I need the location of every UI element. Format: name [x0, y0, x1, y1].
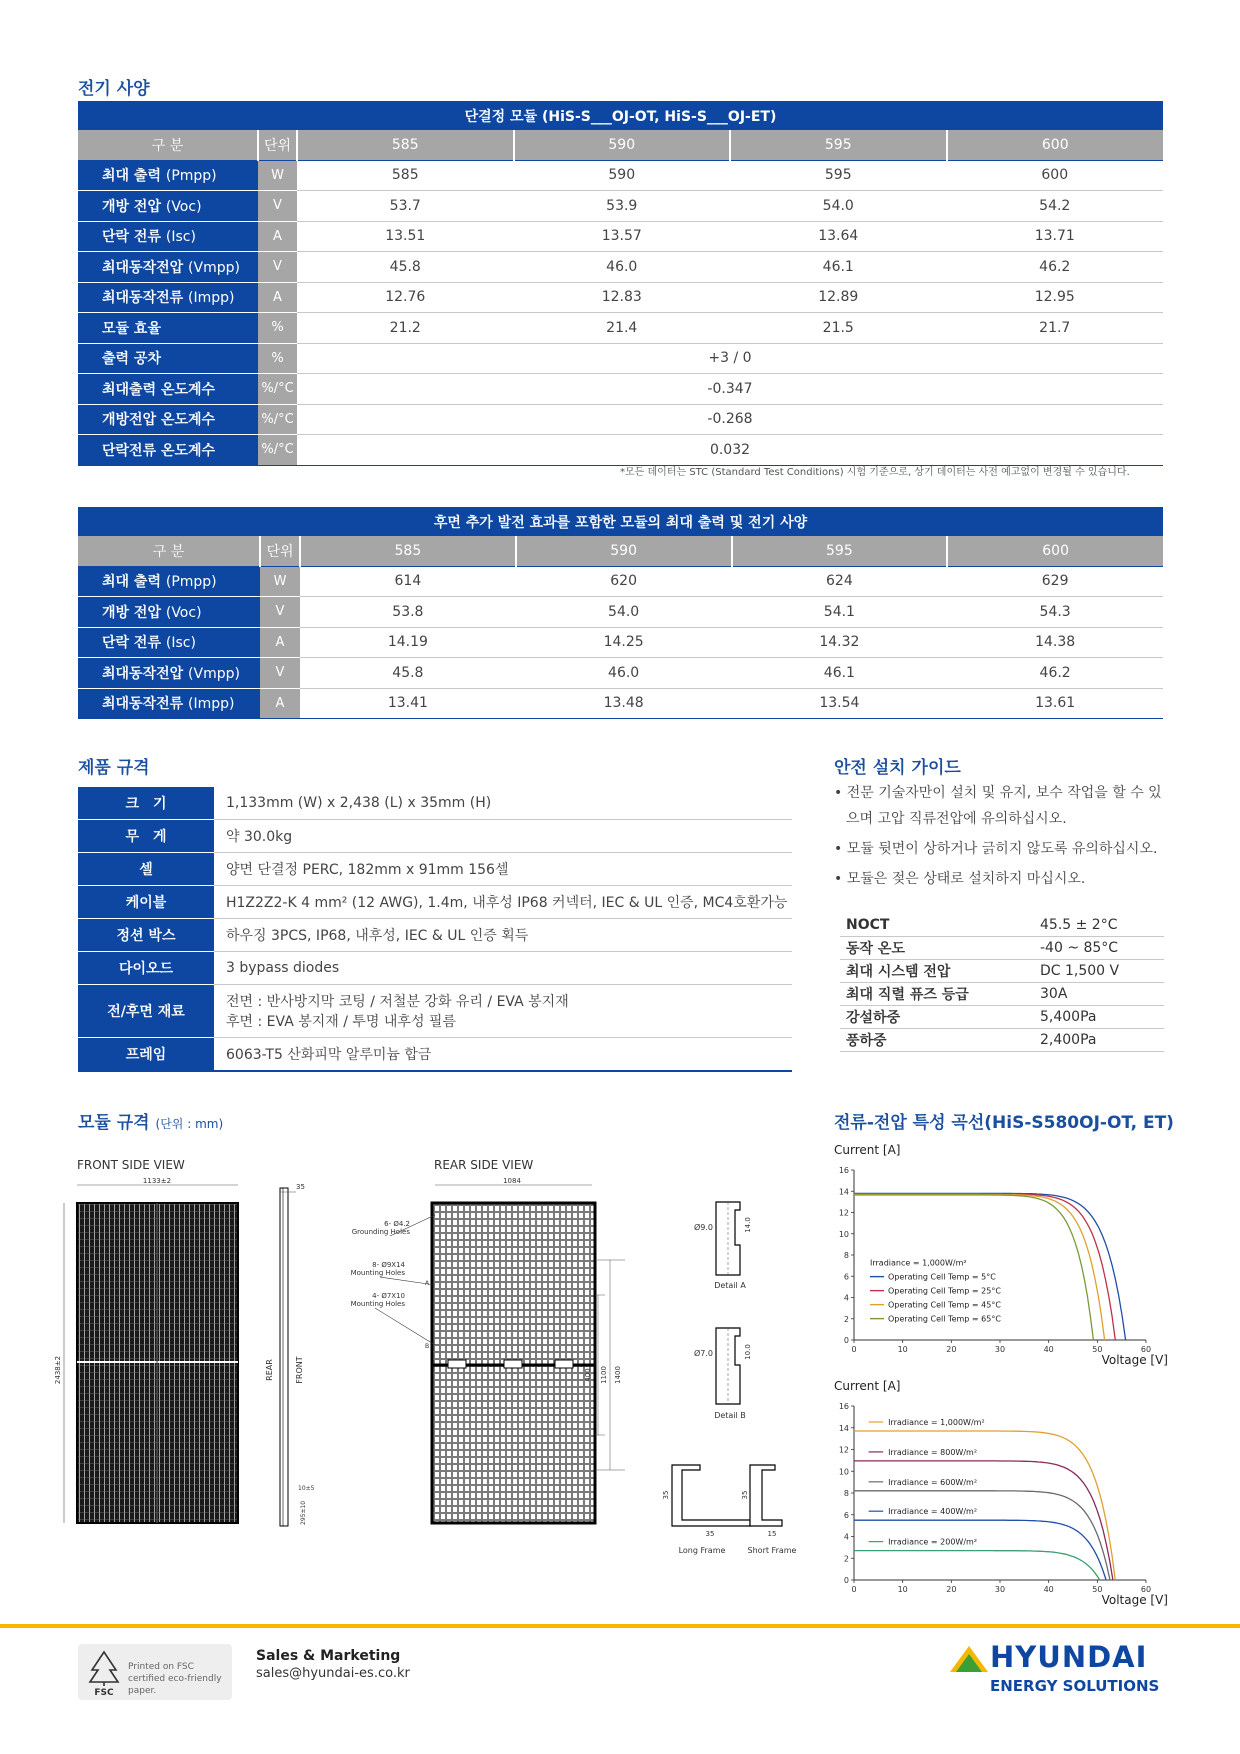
row-label	[78, 221, 258, 252]
row-label: 출력 공차	[78, 343, 258, 374]
row-unit: W	[258, 160, 297, 191]
frame-long-width: 35	[705, 1530, 715, 1538]
row-label-ko: 최대동작전류	[102, 696, 184, 713]
table-row	[78, 886, 792, 919]
iv-chart-irradiance	[830, 1376, 1170, 1614]
long-frame-label: Long Frame	[678, 1546, 726, 1555]
table-cell: 54.2	[947, 191, 1164, 222]
table-cell: 13.41	[300, 688, 516, 719]
table-row	[78, 374, 1163, 405]
row-label: 셀	[78, 853, 214, 886]
row-unit: V	[258, 191, 297, 222]
series-label: Irradiance = 1,000W/m²	[888, 1418, 985, 1428]
spec-value: 2,400Pa	[1040, 1029, 1164, 1052]
row-label-en: (Isc)	[165, 635, 196, 652]
table-cell: +3 / 0	[297, 343, 1163, 374]
table-cell: 12.95	[947, 282, 1164, 313]
row-label-ko: 개방 전압	[102, 604, 161, 621]
frame-short-height: 35	[741, 1490, 749, 1500]
rear-view-label: REAR SIDE VIEW	[434, 1158, 534, 1172]
row-label-ko: 최대 출력	[102, 168, 161, 185]
table-cell: 14.38	[947, 627, 1163, 658]
table-cell: 624	[732, 566, 948, 597]
header-label: 구 분	[78, 536, 260, 566]
legend-label: Operating Cell Temp = 5°C	[888, 1272, 996, 1282]
fsc-tree-icon	[84, 1648, 124, 1696]
row-label	[78, 627, 260, 658]
row-label	[78, 313, 258, 344]
table-row	[78, 160, 1163, 191]
table-cell: 45.8	[297, 252, 514, 283]
spec-key: 강설하중	[840, 1006, 1040, 1029]
row-value	[214, 985, 792, 1038]
table-row	[78, 221, 1163, 252]
table-cell: 46.0	[514, 252, 731, 283]
dim-thickness: 35	[296, 1183, 305, 1191]
spec-key: 동작 온도	[840, 937, 1040, 960]
row-label-ko: 모듈 효율	[102, 320, 161, 337]
series-line	[854, 1551, 1100, 1580]
detail-a	[694, 1202, 752, 1290]
header-col: 595	[730, 130, 947, 160]
safety-guide-list	[834, 780, 1164, 896]
row-label-en: (Vmpp)	[188, 665, 240, 682]
table-row	[78, 853, 792, 886]
x-tick-label: 60	[1140, 1345, 1152, 1354]
table-cell: 54.1	[732, 597, 948, 628]
table-row	[78, 820, 792, 853]
row-unit: A	[258, 282, 297, 313]
row-label-ko: 최대 출력	[102, 574, 161, 591]
row-label-ko: 최대동작전류	[102, 290, 184, 307]
row-label: 케이블	[78, 886, 214, 919]
x-tick-label: 0	[851, 1585, 857, 1594]
spec-key: 최대 시스템 전압	[840, 960, 1040, 983]
table-cell: 585	[297, 160, 514, 191]
table-cell: 21.7	[947, 313, 1164, 344]
row-unit: %/°C	[258, 404, 297, 435]
row-label: 단락전류 온도계수	[78, 435, 258, 466]
footer-accent-line	[0, 1624, 1240, 1628]
y-tick-label: 6	[843, 1510, 849, 1520]
row-label-ko: 최대동작전압	[102, 665, 184, 682]
callout-mounting-1-desc: Mounting Holes	[350, 1269, 405, 1277]
table-cell: 13.48	[516, 688, 732, 719]
callout-mounting-2-desc: Mounting Holes	[350, 1300, 405, 1308]
table-row	[78, 688, 1163, 719]
table-cell: 21.5	[730, 313, 947, 344]
table-cell: 46.1	[730, 252, 947, 283]
y-tick-label: 10	[838, 1467, 849, 1477]
detail-a-label: Detail A	[714, 1281, 746, 1290]
row-value	[214, 919, 792, 952]
product-spec-table	[78, 787, 792, 1072]
row-value	[214, 1038, 792, 1072]
y-tick-label: 4	[843, 1532, 849, 1542]
table-cell: 14.32	[732, 627, 948, 658]
row-label: 크 기	[78, 787, 214, 820]
legend-label: Operating Cell Temp = 65°C	[888, 1314, 1001, 1324]
detail-b	[694, 1328, 752, 1420]
table-cell: 620	[516, 566, 732, 597]
row-label: 개방전압 온도계수	[78, 404, 258, 435]
row-unit: %/°C	[258, 374, 297, 405]
row-unit: A	[260, 688, 300, 719]
x-tick-label: 50	[1092, 1585, 1103, 1594]
table-cell: 54.0	[730, 191, 947, 222]
row-value-text: 하우징 3PCS, IP68, 내후성, IEC & UL 인증 획득	[226, 928, 529, 944]
x-tick-label: 40	[1043, 1345, 1054, 1354]
table-row	[840, 1006, 1164, 1029]
row-label-en: (Isc)	[165, 229, 196, 246]
x-tick-label: 20	[946, 1585, 957, 1594]
y-tick-label: 10	[838, 1229, 849, 1239]
sales-title: Sales & Marketing	[256, 1648, 401, 1664]
dim-length: 2438±2	[54, 1355, 62, 1385]
table-row	[840, 960, 1164, 983]
x-tick-label: 30	[994, 1345, 1006, 1354]
module-drawing	[50, 1170, 810, 1570]
table-cell: 614	[300, 566, 516, 597]
y-tick-label: 2	[843, 1314, 849, 1324]
callout-grounding-desc: Grounding Holes	[351, 1228, 410, 1236]
header-col: 600	[947, 130, 1164, 160]
series-label: Irradiance = 200W/m²	[888, 1537, 978, 1547]
fsc-text: Printed on FSC certified eco-friendly paper.	[128, 1662, 222, 1696]
row-label	[78, 688, 260, 719]
section-title-drawing	[78, 1108, 223, 1133]
series-label: Irradiance = 600W/m²	[888, 1477, 978, 1487]
row-label-ko: 단락 전류	[102, 229, 161, 246]
row-value	[214, 820, 792, 853]
row-value-text: 1,133mm (W) x 2,438 (L) x 35mm (H)	[226, 795, 492, 811]
table-cell: 45.8	[300, 658, 516, 689]
table-row	[78, 597, 1163, 628]
table-row	[78, 627, 1163, 658]
row-value	[214, 952, 792, 985]
table-row	[78, 919, 792, 952]
detail-a-dia: Ø9.0	[694, 1223, 714, 1232]
row-label	[78, 597, 260, 628]
list-item: • 전문 기술자만이 설치 및 유지, 보수 작업을 할 수 있으며 고압 직류전압에 유의하십시오.	[834, 785, 1162, 827]
legend-label: Operating Cell Temp = 25°C	[888, 1286, 1001, 1296]
drawing-title: 모듈 규격	[78, 1113, 150, 1133]
detail-b-dia: Ø7.0	[694, 1349, 714, 1358]
table-cell: 53.7	[297, 191, 514, 222]
header-col: 590	[516, 536, 732, 566]
table-cell: -0.268	[297, 404, 1163, 435]
safety-spec-table	[840, 914, 1164, 1052]
spec-value: 5,400Pa	[1040, 1006, 1164, 1029]
table-row	[78, 787, 792, 820]
row-unit: V	[260, 597, 300, 628]
y-tick-label: 8	[843, 1489, 849, 1498]
header-col: 595	[732, 536, 948, 566]
row-unit: A	[260, 627, 300, 658]
sales-email[interactable]: sales@hyundai-es.co.kr	[256, 1666, 410, 1681]
table-cell: 629	[947, 566, 1163, 597]
row-label	[78, 566, 260, 597]
y-tick-label: 2	[843, 1554, 849, 1564]
table-cell: 13.57	[514, 221, 731, 252]
y-axis-label: Current [A]	[834, 1143, 901, 1157]
dim-width: 1133±2	[142, 1177, 172, 1185]
callout-mounting-1: 8- Ø9X14	[372, 1261, 405, 1269]
row-label	[78, 191, 258, 222]
table-cell: 21.2	[297, 313, 514, 344]
row-value	[214, 853, 792, 886]
row-label: 전/후면 재료	[78, 985, 214, 1038]
header-col: 585	[297, 130, 514, 160]
label-rear: REAR	[265, 1359, 274, 1381]
row-label: 프레임	[78, 1038, 214, 1072]
mark-b: B	[425, 1343, 430, 1350]
table-row	[78, 658, 1163, 689]
row-value-text: 양면 단결정 PERC, 182mm x 91mm 156셀	[226, 862, 509, 878]
frame-profiles	[662, 1465, 797, 1555]
table-cell: 13.71	[947, 221, 1164, 252]
row-label	[78, 658, 260, 689]
table-cell: 600	[947, 160, 1164, 191]
row-label-ko: 최대동작전압	[102, 259, 184, 276]
table-cell: 13.54	[732, 688, 948, 719]
series-label: Irradiance = 800W/m²	[888, 1447, 978, 1457]
header-unit: 단위	[258, 130, 297, 160]
table-cell: 46.2	[947, 658, 1163, 689]
row-unit: W	[260, 566, 300, 597]
table-banner: 후면 추가 발전 효과를 포함한 모듈의 최대 출력 및 전기 사양	[78, 507, 1163, 536]
x-axis-label: Voltage [V]	[1101, 1593, 1168, 1607]
table-cell: 54.3	[947, 597, 1163, 628]
row-label: 최대출력 온도계수	[78, 374, 258, 405]
header-unit: 단위	[260, 536, 300, 566]
dim-10: 10±5	[298, 1485, 315, 1492]
row-value-text: 전면 : 반사방지막 코팅 / 저철분 강화 유리 / EVA 봉지재	[226, 994, 569, 1010]
x-tick-label: 40	[1043, 1585, 1054, 1594]
table-row	[78, 343, 1163, 374]
spec-value: 30A	[1040, 983, 1164, 1006]
table-cell: 13.51	[297, 221, 514, 252]
row-value-text: 3 bypass diodes	[226, 960, 340, 976]
table-row	[78, 566, 1163, 597]
table-row	[78, 435, 1163, 466]
y-tick-label: 12	[838, 1445, 849, 1455]
row-unit: V	[260, 658, 300, 689]
row-value-text: 약 30.0kg	[226, 829, 293, 845]
table-row	[78, 952, 792, 985]
spec-key: 최대 직렬 퓨즈 등급	[840, 983, 1040, 1006]
y-tick-label: 14	[838, 1423, 849, 1433]
x-tick-label: 60	[1140, 1585, 1152, 1594]
y-axis-label: Current [A]	[834, 1379, 901, 1393]
spec-key: 풍하중	[840, 1029, 1040, 1052]
legend-title: Irradiance = 1,000W/m²	[870, 1258, 967, 1268]
spec-value: DC 1,500 V	[1040, 960, 1164, 983]
logo-hyundai: HYUNDAI	[990, 1640, 1148, 1674]
y-tick-label: 0	[843, 1576, 849, 1585]
table-cell: 590	[514, 160, 731, 191]
table-banner: 단결정 모듈 (HiS-S___OJ-OT, HiS-S___OJ-ET)	[78, 101, 1163, 130]
hyundai-logo-icon	[948, 1644, 990, 1674]
dim-rear-width: 1084	[503, 1177, 521, 1185]
x-axis-label: Voltage [V]	[1101, 1353, 1168, 1367]
table-cell: 12.83	[514, 282, 731, 313]
table-cell: 21.4	[514, 313, 731, 344]
detail-a-len: 14.0	[744, 1217, 752, 1233]
stc-note: *모든 데이터는 STC (Standard Test Conditions) 시험 기준으로, 상기 데이터는 사전 예고없이 변경될 수 있습니다.	[620, 467, 1130, 478]
header-col: 585	[300, 536, 516, 566]
table-cell: 12.76	[297, 282, 514, 313]
short-frame-label: Short Frame	[747, 1546, 797, 1555]
y-tick-label: 16	[838, 1166, 849, 1175]
table-cell: 13.61	[947, 688, 1163, 719]
section-title-safety: 안전 설치 가이드	[834, 758, 961, 778]
legend-label: Operating Cell Temp = 45°C	[888, 1300, 1001, 1310]
row-unit: %	[258, 343, 297, 374]
row-label-en: (Pmpp)	[165, 168, 217, 185]
row-unit: %/°C	[258, 435, 297, 466]
front-view-label: FRONT SIDE VIEW	[77, 1158, 185, 1172]
row-unit: A	[258, 221, 297, 252]
row-label	[78, 160, 258, 191]
table-cell: 53.9	[514, 191, 731, 222]
detail-b-label: Detail B	[714, 1411, 746, 1420]
x-tick-label: 10	[897, 1585, 908, 1594]
section-title-curves: 전류-전압 특성 곡선(HiS-S580OJ-OT, ET)	[834, 1113, 1174, 1133]
row-unit: %	[258, 313, 297, 344]
table-cell: 46.1	[732, 658, 948, 689]
logo-energy-solutions: ENERGY SOLUTIONS	[990, 1677, 1160, 1695]
list-item: • 모듈 뒷면이 상하거나 긁히지 않도록 유의하십시오.	[834, 841, 1158, 857]
row-label-en: (Pmpp)	[165, 574, 217, 591]
label-front: FRONT	[295, 1356, 304, 1384]
table-row	[78, 191, 1163, 222]
row-label: 정션 박스	[78, 919, 214, 952]
table-row	[78, 252, 1163, 283]
row-label-ko: 개방 전압	[102, 198, 161, 215]
y-tick-label: 0	[843, 1336, 849, 1345]
table-row	[78, 1038, 792, 1072]
callout-mounting-2: 4- Ø7X10	[372, 1292, 405, 1300]
dim-1100: 1100	[600, 1366, 608, 1384]
spec-value: 45.5 ± 2°C	[1040, 914, 1164, 937]
row-label	[78, 282, 258, 313]
x-tick-label: 50	[1092, 1345, 1103, 1354]
table-row	[840, 1029, 1164, 1052]
row-label: 무 게	[78, 820, 214, 853]
table-row	[78, 313, 1163, 344]
table-cell: 54.0	[516, 597, 732, 628]
row-label-en: (Impp)	[188, 290, 235, 307]
spec-value: -40 ~ 85°C	[1040, 937, 1164, 960]
side-view	[265, 1183, 315, 1526]
y-tick-label: 14	[838, 1187, 849, 1197]
row-label: 다이오드	[78, 952, 214, 985]
row-value-text-2: 후면 : EVA 봉지재 / 투명 내후성 필름	[226, 1014, 456, 1030]
table-cell: -0.347	[297, 374, 1163, 405]
y-tick-label: 12	[838, 1208, 849, 1218]
table-row	[78, 282, 1163, 313]
detail-b-len: 10.0	[744, 1344, 752, 1360]
x-tick-label: 20	[946, 1345, 957, 1354]
row-value-text: H1Z2Z2-K 4 mm² (12 AWG), 1.4m, 내후성 IP68 커넥터, IEC & UL 인증, MC4호환가능	[226, 895, 788, 911]
table-cell: 12.89	[730, 282, 947, 313]
header-col: 590	[514, 130, 731, 160]
table-cell: 13.64	[730, 221, 947, 252]
row-label-en: (Vmpp)	[188, 259, 240, 276]
table-cell: 14.19	[300, 627, 516, 658]
front-side-view	[54, 1177, 238, 1523]
list-item: • 모듈은 젖은 상태로 설치하지 마십시오.	[834, 871, 1086, 887]
row-value	[214, 886, 792, 919]
bifacial-spec-table	[78, 507, 1163, 719]
y-tick-label: 16	[838, 1402, 849, 1411]
fsc-label: FSC	[94, 1688, 114, 1696]
row-unit: V	[258, 252, 297, 283]
table-row	[840, 914, 1164, 937]
mark-a: A	[425, 1280, 430, 1287]
section-title-product: 제품 규격	[78, 758, 150, 778]
y-tick-label: 8	[843, 1251, 849, 1260]
y-tick-label: 4	[843, 1293, 849, 1303]
row-label	[78, 252, 258, 283]
drawing-unit: (단위 : mm)	[155, 1117, 224, 1131]
electrical-spec-table	[78, 101, 1163, 466]
section-title-electrical: 전기 사양	[78, 79, 150, 99]
row-label-en: (Voc)	[165, 198, 202, 215]
row-value	[214, 787, 792, 820]
table-cell: 595	[730, 160, 947, 191]
series-line	[854, 1491, 1110, 1580]
frame-long-height: 35	[662, 1490, 670, 1500]
y-tick-label: 6	[843, 1272, 849, 1282]
x-tick-label: 30	[994, 1585, 1006, 1594]
dim-295: 295±10	[300, 1500, 307, 1525]
table-cell: 53.8	[300, 597, 516, 628]
dim-400: 400	[584, 1368, 592, 1382]
table-row	[78, 404, 1163, 435]
spec-key: NOCT	[840, 914, 1040, 937]
rear-side-view	[351, 1177, 625, 1523]
table-row	[78, 985, 792, 1038]
header-label: 구 분	[78, 130, 258, 160]
header-col: 600	[947, 536, 1163, 566]
frame-short-width: 15	[767, 1530, 777, 1538]
callout-grounding: 6- Ø4.2	[384, 1220, 410, 1228]
row-label-en: (Impp)	[188, 696, 235, 713]
x-tick-label: 0	[851, 1345, 857, 1354]
series-label: Irradiance = 400W/m²	[888, 1507, 978, 1517]
dim-1400: 1400	[614, 1366, 622, 1384]
row-label-ko: 단락 전류	[102, 635, 161, 652]
table-cell: 46.0	[516, 658, 732, 689]
table-cell: 0.032	[297, 435, 1163, 466]
x-tick-label: 10	[897, 1345, 908, 1354]
row-value-text: 6063-T5 산화피막 알루미늄 합금	[226, 1047, 432, 1063]
row-label-en: (Voc)	[165, 604, 202, 621]
table-row	[840, 937, 1164, 960]
table-row	[840, 983, 1164, 1006]
iv-chart-temperature	[830, 1140, 1170, 1372]
table-cell: 46.2	[947, 252, 1164, 283]
table-cell: 14.25	[516, 627, 732, 658]
